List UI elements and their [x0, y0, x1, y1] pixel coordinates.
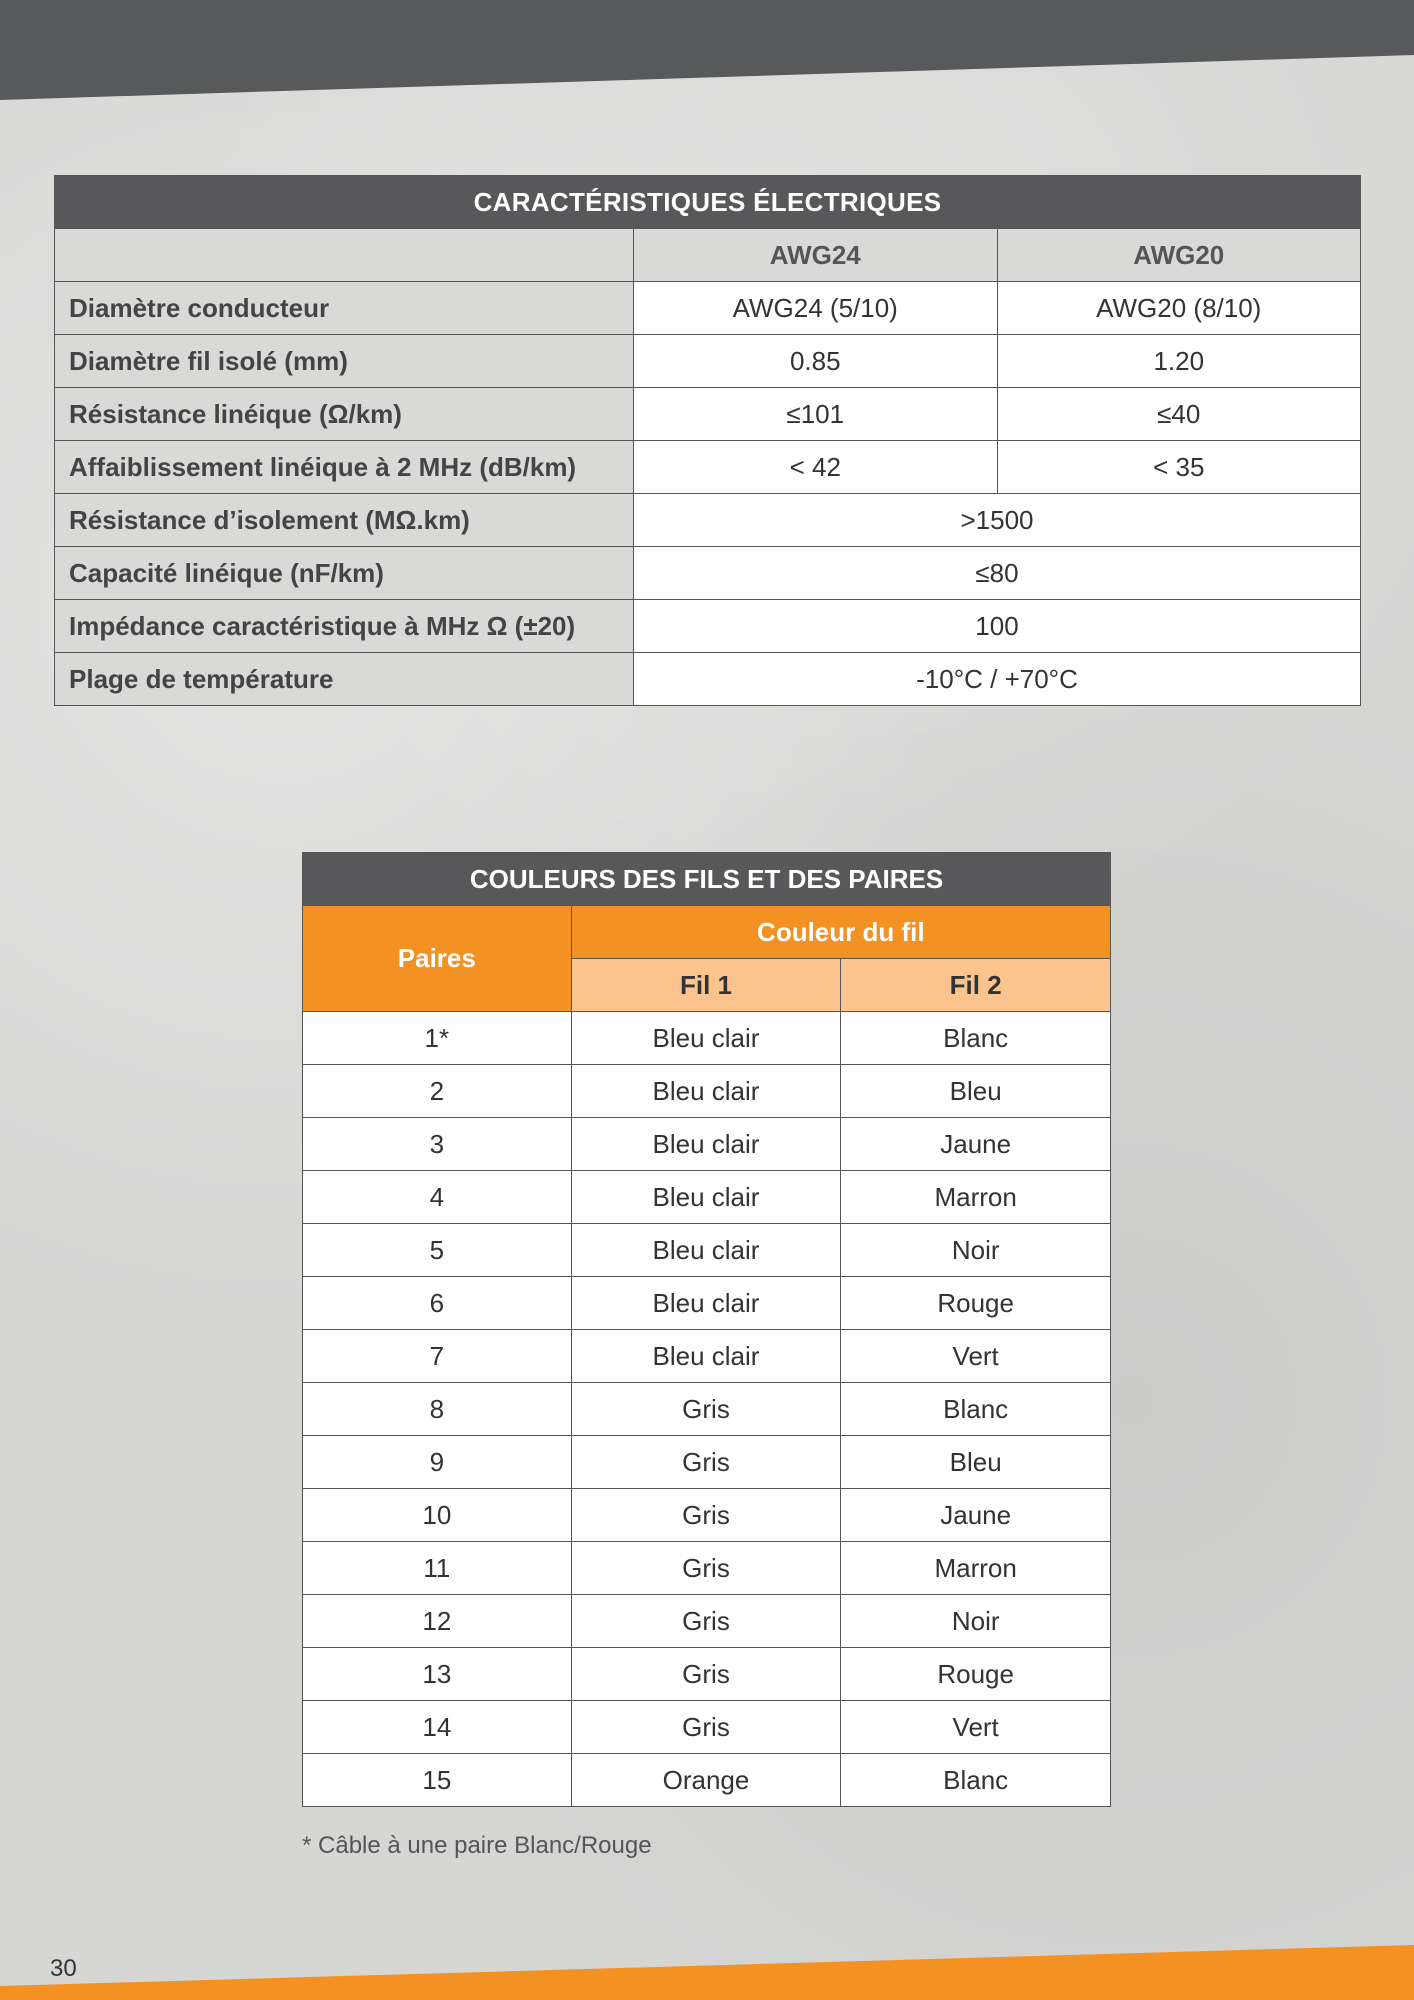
fil1-color-cell: Bleu clair [571, 1330, 841, 1383]
electrical-row [55, 335, 1361, 388]
electrical-row [55, 441, 1361, 494]
wire-colors-table [302, 852, 1111, 1807]
fil2-color-cell: Jaune [841, 1489, 1111, 1542]
fil2-color-cell: Blanc [841, 1383, 1111, 1436]
fil2-color-cell: Rouge [841, 1277, 1111, 1330]
electrical-value-awg24: AWG24 (5/10) [634, 282, 998, 335]
electrical-value-awg24: < 42 [634, 441, 998, 494]
electrical-row [55, 494, 1361, 547]
fil1-color-cell: Bleu clair [571, 1065, 841, 1118]
pair-number-cell: 12 [303, 1595, 572, 1648]
pair-number-cell: 1* [303, 1012, 572, 1065]
pair-number-cell: 15 [303, 1754, 572, 1807]
table-row [303, 1542, 1111, 1595]
fil2-color-cell: Marron [841, 1542, 1111, 1595]
table-row [303, 1118, 1111, 1171]
table-row [303, 1383, 1111, 1436]
page-number: 30 [50, 1955, 77, 1982]
table-row [303, 1012, 1111, 1065]
electrical-row-label: Résistance linéique (Ω/km) [55, 388, 634, 441]
pair-number-cell: 3 [303, 1118, 572, 1171]
electrical-row-label: Diamètre conducteur [55, 282, 634, 335]
pair-number-cell: 9 [303, 1436, 572, 1489]
electrical-value-awg20: 1.20 [997, 335, 1361, 388]
fil1-color-cell: Gris [571, 1489, 841, 1542]
fil2-color-cell: Bleu [841, 1436, 1111, 1489]
electrical-row-label: Diamètre fil isolé (mm) [55, 335, 634, 388]
table-row [303, 1648, 1111, 1701]
fil2-color-cell: Blanc [841, 1754, 1111, 1807]
pair-number-cell: 8 [303, 1383, 572, 1436]
electrical-row-label: Résistance d’isolement (MΩ.km) [55, 494, 634, 547]
pair-number-cell: 7 [303, 1330, 572, 1383]
fil1-color-cell: Bleu clair [571, 1224, 841, 1277]
pair-number-cell: 6 [303, 1277, 572, 1330]
electrical-value-merged: 100 [634, 600, 1361, 653]
electrical-row-label: Plage de température [55, 653, 634, 706]
table-row [303, 1754, 1111, 1807]
fil1-color-cell: Bleu clair [571, 1277, 841, 1330]
fil2-color-cell: Bleu [841, 1065, 1111, 1118]
fil2-color-cell: Blanc [841, 1012, 1111, 1065]
electrical-row [55, 388, 1361, 441]
fil2-color-cell: Noir [841, 1224, 1111, 1277]
electrical-value-merged: >1500 [634, 494, 1361, 547]
fil1-color-cell: Bleu clair [571, 1118, 841, 1171]
electrical-header-awg20: AWG20 [997, 229, 1361, 282]
footnote: * Câble à une paire Blanc/Rouge [302, 1832, 652, 1859]
pair-number-cell: 13 [303, 1648, 572, 1701]
pairs-header: Paires [303, 906, 572, 1012]
fil2-color-cell: Jaune [841, 1118, 1111, 1171]
electrical-characteristics-table [54, 175, 1361, 706]
electrical-row-label: Affaiblissement linéique à 2 MHz (dB/km) [55, 441, 634, 494]
electrical-row [55, 600, 1361, 653]
fil1-color-cell: Gris [571, 1595, 841, 1648]
pair-number-cell: 4 [303, 1171, 572, 1224]
electrical-value-awg20: < 35 [997, 441, 1361, 494]
top-decorative-band [0, 0, 1414, 100]
electrical-value-merged: ≤80 [634, 547, 1361, 600]
fil1-color-cell: Gris [571, 1436, 841, 1489]
electrical-row-label: Impédance caractéristique à MHz Ω (±20) [55, 600, 634, 653]
fil1-color-cell: Gris [571, 1383, 841, 1436]
electrical-row [55, 547, 1361, 600]
fil2-color-cell: Vert [841, 1701, 1111, 1754]
electrical-row [55, 653, 1361, 706]
electrical-value-merged: -10°C / +70°C [634, 653, 1361, 706]
pair-number-cell: 14 [303, 1701, 572, 1754]
table-row [303, 1436, 1111, 1489]
electrical-header-empty [55, 229, 634, 282]
fil1-color-cell: Gris [571, 1648, 841, 1701]
electrical-value-awg24: 0.85 [634, 335, 998, 388]
fil1-color-cell: Bleu clair [571, 1171, 841, 1224]
fil1-color-cell: Orange [571, 1754, 841, 1807]
wire-colors-body [303, 1012, 1111, 1807]
pair-number-cell: 10 [303, 1489, 572, 1542]
electrical-row [55, 282, 1361, 335]
fil2-color-cell: Rouge [841, 1648, 1111, 1701]
table-row [303, 1330, 1111, 1383]
pair-number-cell: 5 [303, 1224, 572, 1277]
table-row [303, 1489, 1111, 1542]
pair-number-cell: 11 [303, 1542, 572, 1595]
fil1-color-cell: Gris [571, 1542, 841, 1595]
table-row [303, 1595, 1111, 1648]
wire-colors-title: COULEURS DES FILS ET DES PAIRES [303, 853, 1111, 906]
table-row [303, 1065, 1111, 1118]
wire-color-header: Couleur du fil [571, 906, 1110, 959]
electrical-value-awg20: AWG20 (8/10) [997, 282, 1361, 335]
table-row [303, 1701, 1111, 1754]
electrical-value-awg24: ≤101 [634, 388, 998, 441]
electrical-header-awg24: AWG24 [634, 229, 998, 282]
fil1-header: Fil 1 [571, 959, 841, 1012]
fil2-color-cell: Vert [841, 1330, 1111, 1383]
electrical-row-label: Capacité linéique (nF/km) [55, 547, 634, 600]
fil2-header: Fil 2 [841, 959, 1111, 1012]
table-row [303, 1277, 1111, 1330]
fil1-color-cell: Bleu clair [571, 1012, 841, 1065]
electrical-value-awg20: ≤40 [997, 388, 1361, 441]
fil2-color-cell: Marron [841, 1171, 1111, 1224]
table-row [303, 1171, 1111, 1224]
electrical-table-title: CARACTÉRISTIQUES ÉLECTRIQUES [55, 176, 1361, 229]
fil2-color-cell: Noir [841, 1595, 1111, 1648]
table-row [303, 1224, 1111, 1277]
pair-number-cell: 2 [303, 1065, 572, 1118]
bottom-decorative-band [0, 1940, 1414, 2000]
fil1-color-cell: Gris [571, 1701, 841, 1754]
